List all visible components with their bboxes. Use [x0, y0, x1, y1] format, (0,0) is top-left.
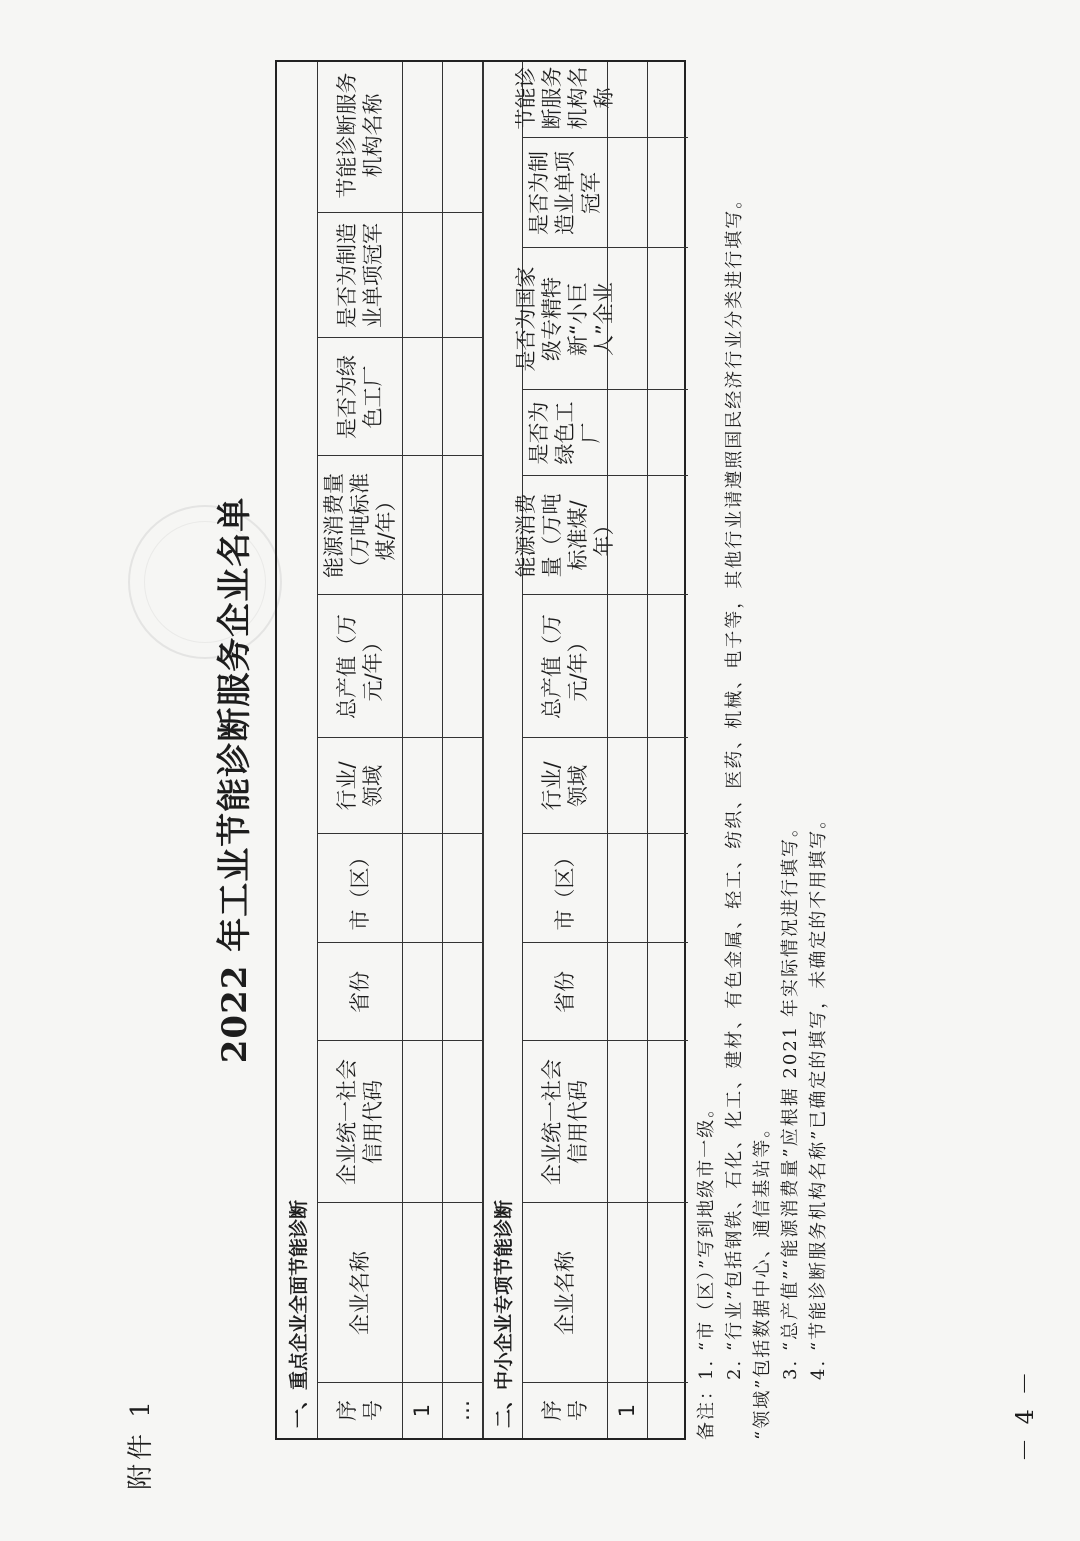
- s1-header-output: 总产值（万元/年）: [334, 614, 385, 719]
- s1-header-city: 市（区）: [347, 846, 372, 931]
- s1-header-company-name: 企业名称: [347, 1251, 372, 1335]
- rotated-landscape-sheet: [100, 66, 1060, 1490]
- s1-header-province: 省份: [347, 971, 372, 1013]
- s2-header-company-name: 企业名称: [552, 1251, 577, 1335]
- note-line-3: 3. “总产值”“能源消费量”应根据 2021 年实际情况进行填写。: [780, 817, 801, 1440]
- s2-header-energy: 能源消费量（万吨标准煤/年）: [513, 493, 616, 578]
- s1-header-seq: 序号: [334, 1400, 385, 1421]
- enterprise-list-table: [275, 60, 686, 1440]
- s2-header-green-factory: 是否为绿色工厂: [526, 401, 603, 465]
- s2-header-little-giant: 是否为国家级专精特新“小巨人”企业: [513, 266, 616, 372]
- s2-header-credit-code: 企业统一社会信用代码: [539, 1059, 590, 1185]
- s1-header-energy: 能源消费量（万吨标准煤/年）: [321, 473, 398, 578]
- note-line-2-cont: “领域”包括数据中心、通信基站等。: [752, 1117, 773, 1440]
- s1-header-champion: 是否为制造业单项冠军: [334, 223, 385, 328]
- s2-header-city: 市（区）: [552, 846, 577, 931]
- s2-header-agency: 节能诊断服务机构名称: [513, 66, 616, 130]
- note-line-2: 2. “行业”包括钢铁、石化、化工、建材、有色金属、轻工、纺织、医药、机械、电子等，其他行业请遵照国民经济行业分类进行填写。: [724, 188, 745, 1440]
- s2-header-industry: 行业/领域: [539, 761, 590, 811]
- s1-header-industry: 行业/领域: [334, 761, 385, 811]
- s1-row-2-seq: …: [450, 1400, 474, 1421]
- s2-header-output: 总产值（万元/年）: [539, 614, 590, 719]
- note-line-4: 4. “节能诊断服务机构名称”已确定的填写，未确定的不用填写。: [808, 808, 829, 1440]
- s1-header-agency: 节能诊断服务机构名称: [334, 72, 385, 199]
- note-line-1: 备注：1. “市（区）”写到地级市一级。: [696, 1097, 717, 1440]
- s1-row-1-seq: 1: [410, 1403, 434, 1418]
- s2-header-champion: 是否为制造业单项冠军: [526, 151, 603, 235]
- page-number: － 4 －: [1011, 1368, 1039, 1462]
- s1-header-green-factory: 是否为绿色工厂: [334, 355, 385, 439]
- document-title: 2022 年工业节能诊断服务企业名单: [215, 496, 255, 1064]
- s2-row-2-seq: [647, 1383, 688, 1438]
- s1-header-credit-code: 企业统一社会信用代码: [334, 1059, 385, 1185]
- notes-block: [693, 60, 833, 1440]
- s2-row-1-seq: 1: [615, 1403, 639, 1418]
- section1-label: 一、重点企业全面节能诊断: [287, 1199, 310, 1428]
- section2-label: 二、中小企业专项节能诊断: [492, 1199, 515, 1428]
- s2-header-seq: 序号: [539, 1400, 590, 1421]
- annex-label: 附件 1: [126, 1397, 156, 1490]
- s2-header-province: 省份: [552, 971, 577, 1013]
